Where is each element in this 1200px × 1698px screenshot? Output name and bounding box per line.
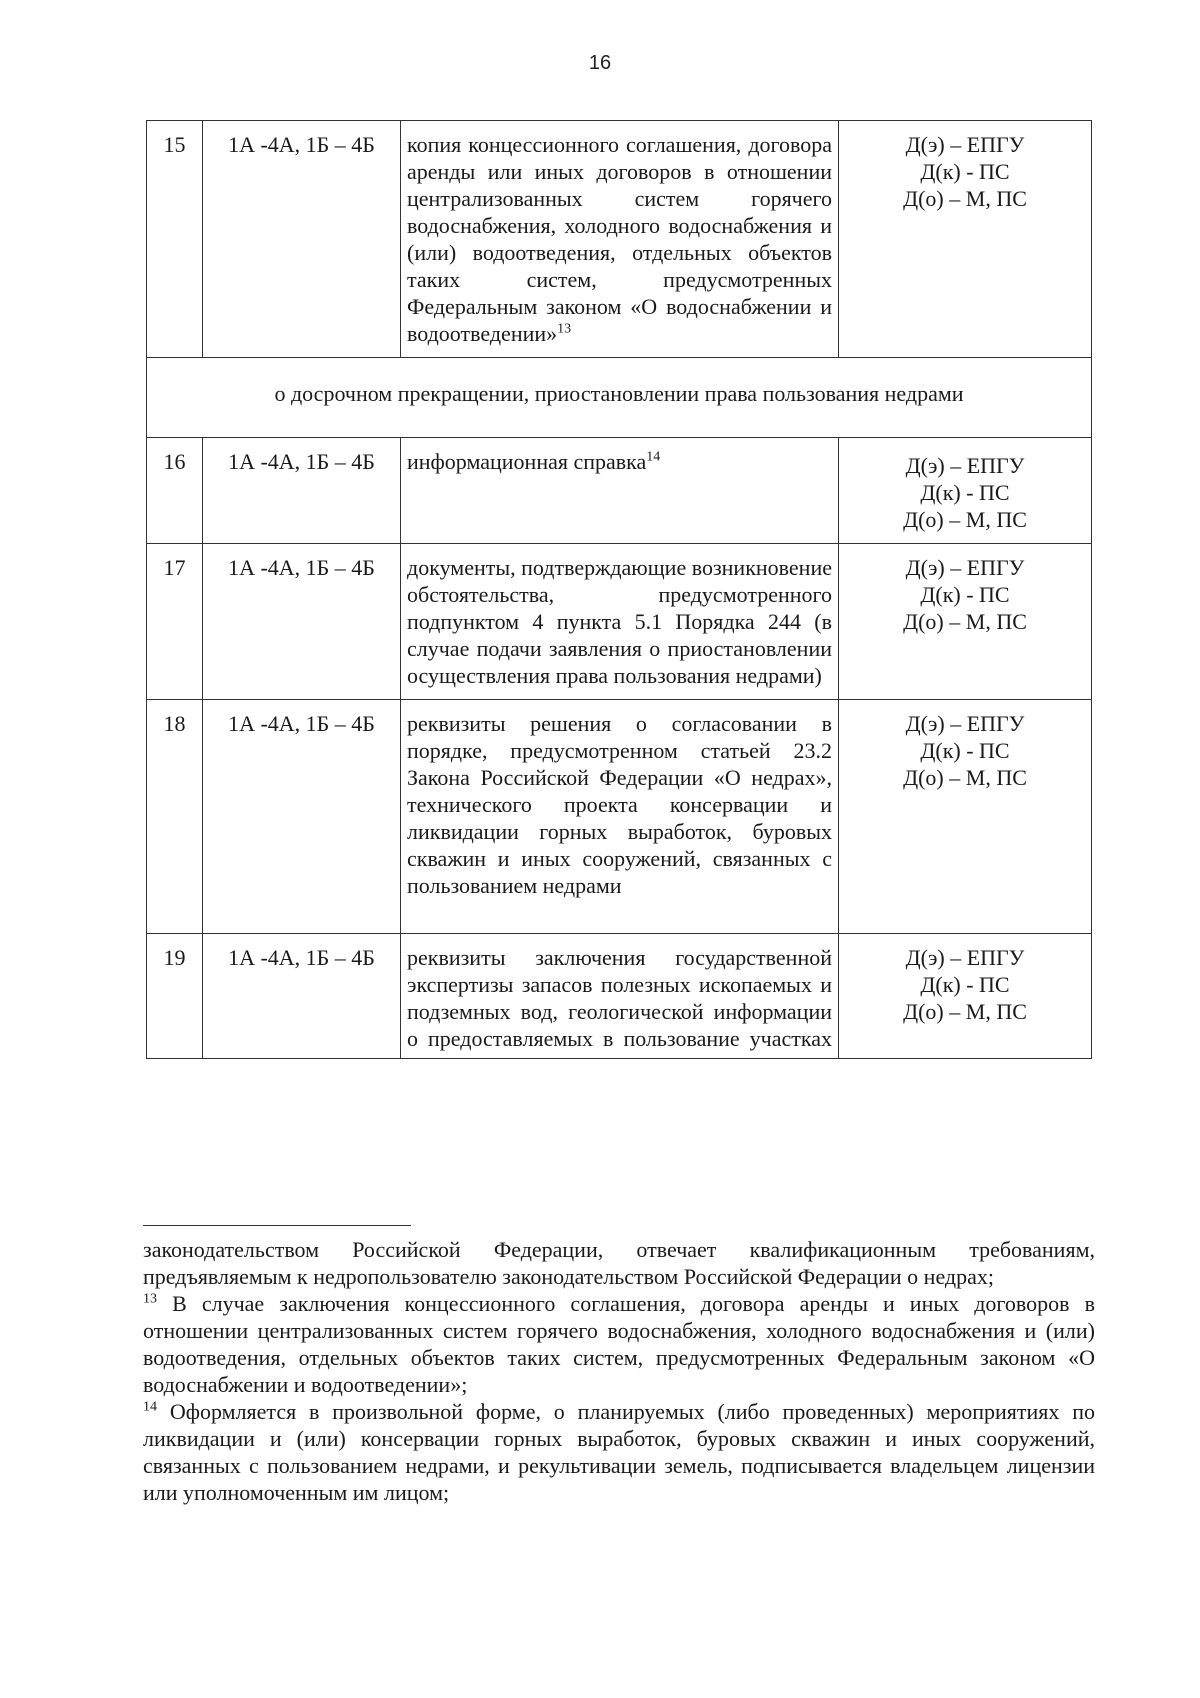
submission-method [839,544,1092,700]
footnote-ref: 13 [557,321,572,337]
document-description: реквизиты решения о согласовании в порядке, предусмотренном статьей 23.2 Закона Российской Федерации «О недрах», технического проекта консервации и ликвидации горных выработок, буровых скважин и иных сооружений, связанных с пользованием недрами [401,700,839,934]
row-number: 17 [147,544,203,700]
section-heading: о досрочном прекращении, приостановлении права пользования недрами [147,358,1092,438]
method-electronic: Д(э) – ЕПГУ [905,555,1025,580]
method-original: Д(о) – М, ПС [903,186,1027,211]
page-number: 16 [588,52,612,74]
row-number: 18 [147,700,203,934]
method-electronic: Д(э) – ЕПГУ [905,711,1025,736]
document-description [401,121,839,358]
applicant-category: 1А -4А, 1Б – 4Б [203,700,401,934]
document-text: информационная справка [407,449,647,474]
table-row [147,438,1092,544]
row-number: 16 [147,438,203,544]
table-row [147,121,1092,358]
row-number: 19 [147,934,203,1059]
footnote-13-text: В случае заключения концессионного соглашения, договора аренды и иных договоров в отношении централизованных систем горячего водоснабжения, холодного водоснабжения и (или) водоотведения, отдельных объектов таких систем, предусмотренных Федеральным законом «О водоснабжении и водоотведении»; [143,1291,1095,1397]
footnotes [143,1236,1095,1506]
method-copy: Д(к) - ПС [920,159,1010,184]
footnote-13 [143,1290,1095,1398]
applicant-category: 1А -4А, 1Б – 4Б [203,544,401,700]
method-electronic: Д(э) – ЕПГУ [905,945,1025,970]
method-original: Д(о) – М, ПС [903,999,1027,1024]
document-description: документы, подтверждающие возникновение обстоятельства, предусмотренного подпунктом 4 пункта 5.1 Порядка 244 (в случае подачи заявления о приостановлении осуществления права пользования недрами) [401,544,839,700]
applicant-category: 1А -4А, 1Б – 4Б [203,438,401,544]
row-number: 15 [147,121,203,358]
footnote-13-mark: 13 [143,1291,157,1307]
method-copy: Д(к) - ПС [920,480,1010,505]
submission-method [839,700,1092,934]
method-original: Д(о) – М, ПС [903,507,1027,532]
method-copy: Д(к) - ПС [920,972,1010,997]
document-description [401,438,839,544]
method-original: Д(о) – М, ПС [903,765,1027,790]
submission-method [839,121,1092,358]
footnote-14 [143,1398,1095,1506]
method-original: Д(о) – М, ПС [903,609,1027,634]
table-row [147,934,1092,1059]
footnote-ref: 14 [646,449,661,465]
applicant-category: 1А -4А, 1Б – 4Б [203,121,401,358]
footnote-continuation: законодательством Российской Федерации, отвечает квалификационным требованиям, предъявляемым к недропользователю законодательством Российской Федерации о недрах; [143,1237,1095,1289]
submission-method [839,934,1092,1059]
submission-method [839,438,1092,544]
method-copy: Д(к) - ПС [920,738,1010,763]
footnote-14-mark: 14 [143,1399,157,1415]
section-heading-row [147,358,1092,438]
method-copy: Д(к) - ПС [920,582,1010,607]
method-electronic: Д(э) – ЕПГУ [905,132,1025,157]
table-row [147,700,1092,934]
table-row [147,544,1092,700]
footnote-separator [143,1225,411,1226]
document-text: копия концессионного соглашения, договора аренды или иных договоров в отношении централизованных систем горячего водоснабжения, холодного водоснабжения и (или) водоотведения, отдельных объектов таких систем, предусмотренных Федеральным законом «О водоснабжении и водоотведении» [407,132,832,346]
documents-table [146,120,1092,1059]
method-electronic: Д(э) – ЕПГУ [905,453,1025,478]
applicant-category: 1А -4А, 1Б – 4Б [203,934,401,1059]
footnote-14-text: Оформляется в произвольной форме, о планируемых (либо проведенных) мероприятиях по ликвидации и (или) консервации горных выработок, буровых скважин и иных сооружений, связанных с пользованием недрами, и рекультивации земель, подписывается владельцем лицензии или уполномоченным им лицом; [143,1399,1095,1505]
document-description: реквизиты заключения государственной экспертизы запасов полезных ископаемых и подземных вод, геологической информации о предоставляемых в пользование участках [401,934,839,1059]
